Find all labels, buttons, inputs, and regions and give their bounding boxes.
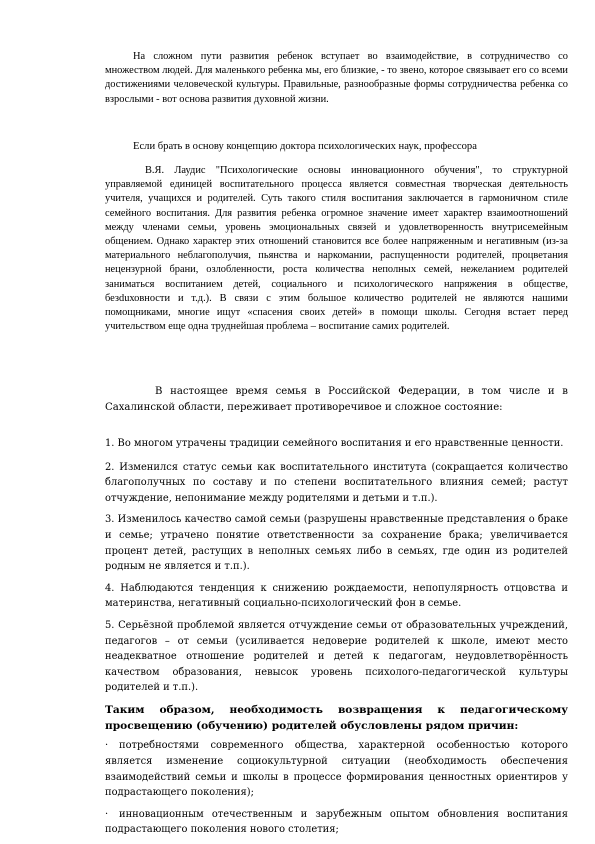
bullet-icon: · bbox=[105, 808, 109, 820]
list-item: 2. Изменился статус семьи как воспитательного института (сокращается количество благополучных по составу и по степени воспитательного влияния семей; растут отчуждение, непонимание между родителями и детьми и т.п.). bbox=[105, 461, 568, 504]
reason-text: инновационным отечественным и зарубежным опытом обновления воспитания подрастающего поколения нового столетия; bbox=[105, 808, 568, 836]
paragraph-laudis: В.Я. Лаудис "Психологические основы инновационного обучения", то структурной управляемой единицей воспитательного процесса является совместная творческая деятельность учителя, учащихся и родителей. Суть такого стиля воспитания заключается в гармоничном стиле семейного воспитания. Для развития ребенка огромное значение имеет характер взаимоотношений между членами семьи, уровень эмоциональных связей и удовлетворенность внутрисемейным общением. Однако характер этих отношений становится все более напряженным и негативным (из-за материального неблагополучия, пьянства и наркомании, распущенности родителей, процветания нецензурной брани, озлобленности, роста количества неполных семей, нежеланием родителей заниматься воспитанием детей, социального и психологического напряжения в обществе, безduховности и т.д.). В связи с этим большое количество родителей не являются нашими помощниками, многие ищут «спасения своих детей» в помощи школы. Сегодня встает перед учительством еще одна труднейшая проблема – воспитание самих родителей. bbox=[105, 165, 568, 333]
paragraph-intro: На сложном пути развития ребенок вступает во взаимодействие, в сотрудничество со множеством людей. Для маленького ребенка мы, его близкие, - то звено, которое связывает его со всеми достижениями человеческой культуры. Правильные, разнообразные формы сотрудничества ребенка со взрослыми - вот основа развития духовной жизни. bbox=[105, 51, 568, 105]
reason-item bbox=[105, 807, 568, 838]
numbered-list bbox=[105, 436, 568, 844]
list-item: 5. Серьёзной проблемой является отчуждение семьи от образовательных учреждений, педагогов – от семьи (усиливается недоверие родителей к школе, имеют место неадекватное отношение родителей и детей к педагогам, неудовлетворённость качеством образования, невысок уровень психолого-педагогической культуры родителей и т.п.). bbox=[105, 619, 568, 694]
list-item: 4. Наблюдаются тенденция к снижению рождаемости, непопулярность отцовства и материнства, негативный социально-психологический фон в семье. bbox=[105, 582, 568, 610]
reason-text: потребностями современного общества, характерной особенностью которого является изменение социокультурной ситуации (необходимость обеспечения взаимодействий семьи и школы в процессе формирования ценностных ориентиров у подрастающего поколения); bbox=[105, 740, 568, 799]
conclusion-heading: Таким образом, необходимость возвращения к педагогическому просвещению (обучению) родителей обусловлены рядом причин: bbox=[105, 703, 568, 733]
paragraph-concept-line: Если брать в основу концепцию доктора психологических наук, профессора bbox=[133, 141, 477, 152]
paragraph-current-state: В настоящее время семья в Российской Федерации, в том числе и в Сахалинской области, переживает противоречивое и сложное состояние: bbox=[105, 386, 568, 413]
list-item: 3. Изменилось качество самой семьи (разрушены нравственные представления о браке и семье; утрачено понятие ответственности за сохранение брака; увеличивается процент детей, растущих в неполных семьях либо в семьях, где один из родителей родным не является и т.п.). bbox=[105, 514, 568, 573]
reason-item bbox=[105, 738, 568, 800]
list-item: 1. Во многом утрачены традиции семейного воспитания и его нравственные ценности. bbox=[105, 438, 564, 449]
bullet-icon: · bbox=[105, 740, 109, 752]
